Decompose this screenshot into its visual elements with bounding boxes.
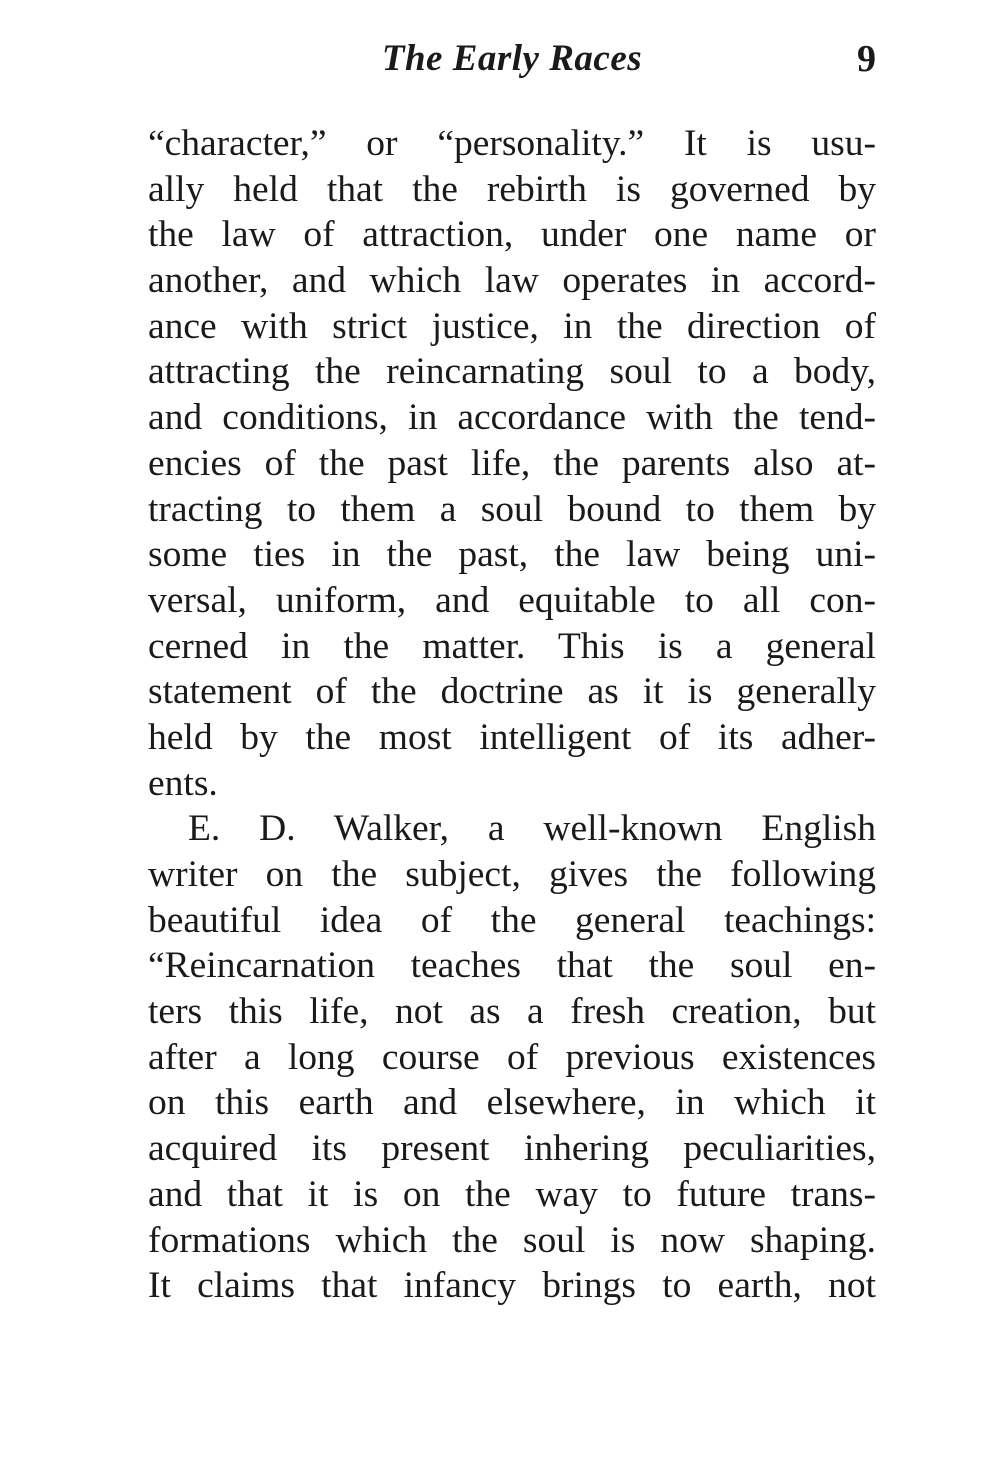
body-text bbox=[148, 121, 876, 1309]
text-line: tracting to them a soul bound to them by bbox=[148, 488, 876, 530]
text-line: ters this life, not as a fresh creation, but bbox=[148, 991, 876, 1033]
text-line: E. D. Walker, a well-known English bbox=[188, 808, 876, 850]
text-line: beautiful idea of the general teachings: bbox=[148, 899, 876, 941]
text-line: and conditions, in accordance with the tend- bbox=[148, 397, 876, 439]
text-line: the law of attraction, under one name or bbox=[148, 214, 876, 256]
text-line: on this earth and elsewhere, in which it bbox=[148, 1082, 876, 1124]
text-line: ally held that the rebirth is governed by bbox=[148, 168, 876, 210]
text-line: and that it is on the way to future trans- bbox=[148, 1173, 876, 1215]
text-line: some ties in the past, the law being uni- bbox=[148, 534, 876, 576]
running-title: The Early Races bbox=[381, 38, 643, 79]
text-line: after a long course of previous existences bbox=[148, 1036, 876, 1078]
text-line: writer on the subject, gives the following bbox=[148, 854, 876, 895]
text-line: statement of the doctrine as it is generally bbox=[148, 671, 876, 713]
text-line: “character,” or “personality.” It is usu- bbox=[148, 123, 876, 164]
paragraph-1 bbox=[148, 121, 876, 806]
text-line: encies of the past life, the parents also at- bbox=[148, 442, 876, 484]
running-head bbox=[148, 36, 876, 82]
paragraph-2 bbox=[148, 806, 876, 1309]
text-line: ents. bbox=[148, 762, 218, 804]
page-number: 9 bbox=[857, 38, 876, 80]
text-line: ance with strict justice, in the direction of bbox=[148, 305, 876, 347]
text-line: held by the most intelligent of its adher- bbox=[148, 716, 876, 758]
text-line: versal, uniform, and equitable to all con- bbox=[148, 579, 876, 621]
text-line: formations which the soul is now shaping. bbox=[148, 1219, 876, 1261]
text-line: It claims that infancy brings to earth, not bbox=[148, 1265, 876, 1307]
text-line: cerned in the matter. This is a general bbox=[148, 625, 876, 667]
text-line: attracting the reincarnating soul to a body, bbox=[148, 351, 876, 393]
text-line: another, and which law operates in accord- bbox=[148, 260, 876, 302]
text-line: “Reincarnation teaches that the soul en- bbox=[148, 945, 876, 987]
text-line: acquired its present inhering peculiarities, bbox=[148, 1128, 876, 1170]
